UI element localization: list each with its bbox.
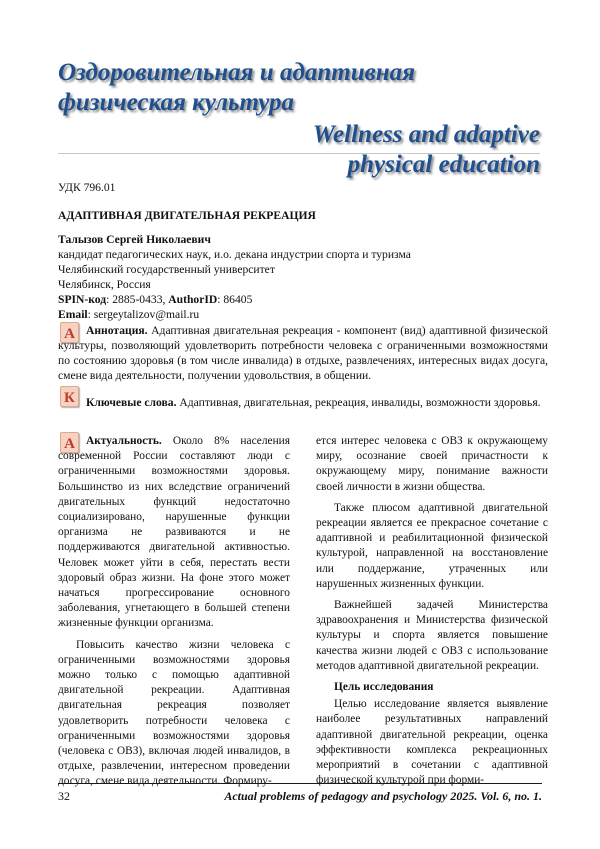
right-paragraph-2: Также плюсом адаптивной двигательной рекреации является ее прекрасное сочетание с адаптивной и реабилитационной физической культурой, направленной на восстановление или поддержание, утраченных или нарушенных жизненных функции. xyxy=(316,501,548,590)
author-block xyxy=(58,232,548,322)
email-label: Email xyxy=(58,308,88,321)
annotation-label: Аннотация. xyxy=(86,324,148,337)
section-title-en-line2: physical education xyxy=(347,151,540,178)
keywords-icon-letter: К xyxy=(64,390,75,406)
left-paragraph-2: Повысить качество жизни человека с ограниченными возможностями здоровья можно только с помощью адаптивной двигательной рекреации. Адаптивная двигательная рекреация позволяет удовлетворить потребности человека с ограниченными возможностями здоровья (человека с ОВЗ), включая людей инвалидов, в отдыхе, развлечении, интересном проведении досуга, смене вида деятельности. Формиру- xyxy=(58,638,290,788)
article-title: АДАПТИВНАЯ ДВИГАТЕЛЬНАЯ РЕКРЕАЦИЯ xyxy=(58,209,316,222)
annotation-icon-letter: А xyxy=(64,326,75,342)
left-paragraph-1 xyxy=(58,434,290,632)
section-title-ru-line1: Оздоровительная и адаптивная xyxy=(58,59,416,86)
right-paragraph-1: ется интерес человека с ОВЗ к окружающему миру, осознание своей причастности к окружающему миру, понимание важности своей личности в жизни общества. xyxy=(316,435,548,493)
header-divider xyxy=(58,153,540,154)
authorid-label: AuthorID xyxy=(168,293,218,306)
right-paragraph-4: Целью исследование является выявление наиболее результативных направлений адаптивной двигательной рекреации, оценка эффективности комплекса рекреационных мероприятий в сочетании с адаптивной физической культурой при форми- xyxy=(316,698,548,787)
section-title-en-line1: Wellness and adaptive xyxy=(312,121,540,148)
annotation-paragraph xyxy=(58,323,548,383)
body-column-right xyxy=(316,434,548,794)
footer-divider xyxy=(58,783,542,784)
author-city: Челябинск, Россия xyxy=(58,278,151,291)
relevance-label: Актуальность. xyxy=(86,435,162,447)
author-name: Талызов Сергей Николаевич xyxy=(58,233,211,246)
keywords-label: Ключевые слова. xyxy=(86,396,177,409)
author-university: Челябинский государственный университет xyxy=(58,263,275,276)
email-value[interactable]: : sergeytalizov@mail.ru xyxy=(87,308,200,321)
body-column-left xyxy=(58,434,290,796)
page-number: 32 xyxy=(58,789,70,803)
section-title-ru-line2: физическая культура xyxy=(58,89,295,116)
author-degree: кандидат педагогических наук, и.о. декана индустрии спорта и туризма xyxy=(58,248,411,261)
spin-value: : 2885-0433, xyxy=(106,293,169,306)
keywords-text xyxy=(58,395,548,410)
authorid-value: : 86405 xyxy=(217,293,253,306)
journal-citation: Actual problems of pedagogy and psychology 2025. Vol. 6, no. 1. xyxy=(224,789,542,803)
relevance-icon-letter: А xyxy=(64,436,75,452)
left-paragraph-1-text: Около 8% населения современной России составляют люди с ограниченными возможностями здоровья. Большинство из них вследствие ограничений двигательных функций недостаточно социализировано, нарушенные функции организма не развиваются и не поддерживаются двигательной активностью. Человек может уйти в себя, перестать вести здоровый образ жизни. На фоне этого может начаться прогрессирование основного заболевания, угнетающего в большей степени жизненные функции организма. xyxy=(58,435,290,630)
spin-label: SPIN-код xyxy=(58,293,107,306)
annotation-body: Адаптивная двигательная рекреация - компонент (вид) адаптивной физической культуры, позволяющий удовлетворить потребности человека с ограниченными возможностями по состоянию здоровья (в том числе инвалида) в отдыхе, развлечениях, интересных видах досуга, смене вида деятельности, получении удовольствия, в общении. xyxy=(58,324,548,382)
author-email xyxy=(58,307,548,322)
right-paragraph-3: Важнейшей задачей Министерства здравоохранения и Министерства физической культуры и спорта является повышение качества жизни людей с ОВЗ с использование методов адаптивной двигательной рекреации. xyxy=(316,599,548,672)
annotation-text xyxy=(58,323,548,383)
section-title-ru xyxy=(58,58,438,118)
author-ids xyxy=(58,292,548,307)
udk-code: УДК 796.01 xyxy=(58,181,116,194)
keywords-body: Адаптивная, двигательная, рекреация, инвалиды, возможности здоровья. xyxy=(176,396,541,409)
keywords-paragraph xyxy=(58,395,548,410)
section-heading-goal: Цель исследования xyxy=(334,681,434,694)
section-title-en xyxy=(240,120,540,180)
